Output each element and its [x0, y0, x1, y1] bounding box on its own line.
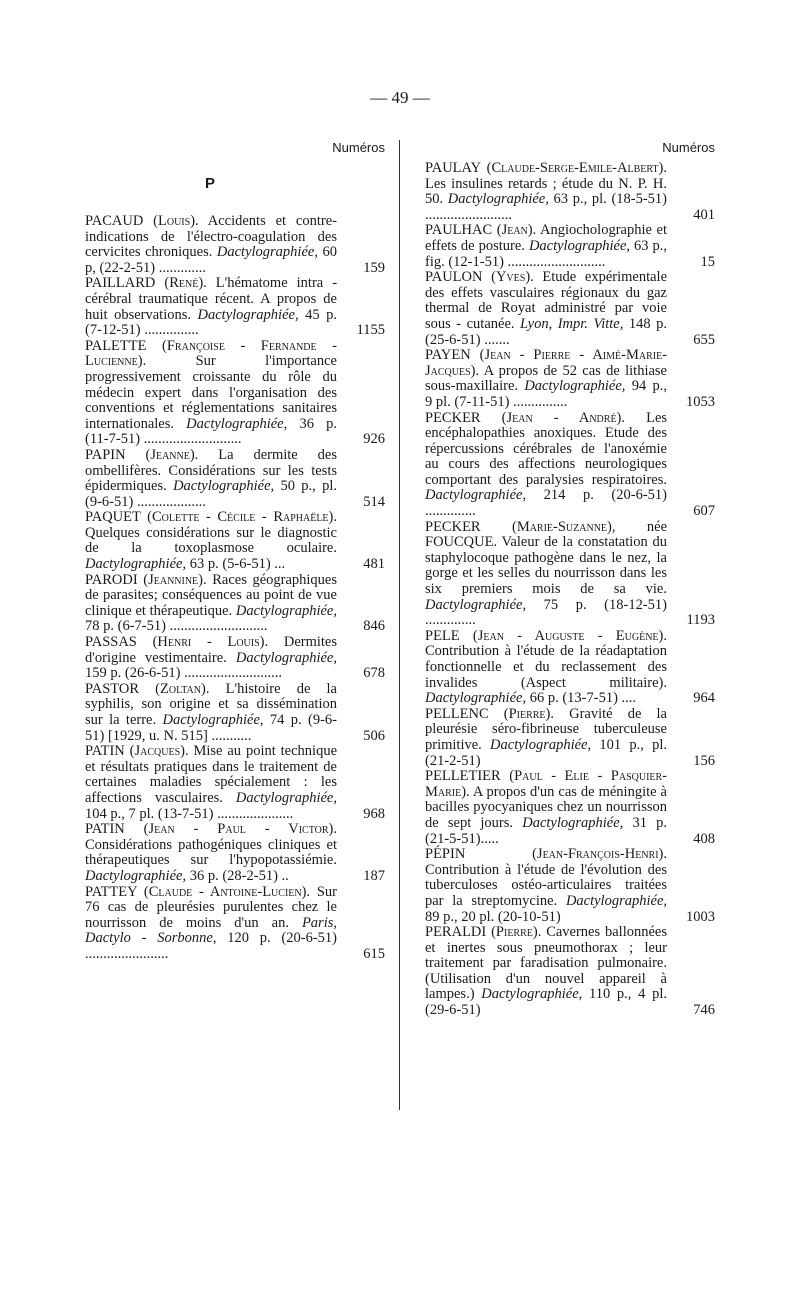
entry-details: 66 p. (13-7-51) ....: [529, 690, 637, 707]
entry-details: 63 p., fig. (12-1-51) ...........................: [425, 237, 668, 270]
entry-publisher: Paris, Dactylo - Sorbonne,: [85, 914, 337, 947]
entry-given-names: (Jeanne).: [145, 446, 199, 463]
entry-publisher: Dactylographiée,: [490, 736, 592, 753]
entry-publisher: Dactylographiée,: [216, 244, 318, 261]
bibliography-entry: [85, 510, 385, 572]
entry-given-names: (Claude-Serge-Emile-Albert).: [486, 160, 667, 176]
entry-details: 148 p. (25-6-51) .......: [425, 315, 668, 348]
entry-title: Considérations pathogéniques cliniques et thérapeutiques sur l'hypopotassiémie.: [85, 836, 337, 869]
entry-details: 63 p. (5-6-51) ...: [189, 556, 286, 573]
entry-publisher: Dactylographiée,: [425, 690, 527, 707]
entry-title: A propos de 52 cas de lithiase sous-maxillaire.: [425, 362, 667, 395]
entry-author-name: PASTOR: [85, 680, 140, 697]
entry-title: Cavernes ballonnées et inertes sous pneumothorax ; leur traitement par faradisation pulmonaire. (Utilisation d'un nouvel appareil à lampes.): [425, 924, 667, 1003]
entry-details: 110 p., 4 pl. (29-6-51): [425, 986, 667, 1019]
entry-publisher: Dactylographiée,: [522, 814, 624, 831]
entry-title: née FOUCQUE. Valeur de la constatation du staphylocoque pathogène dans le nez, la gorge et les selles du nourrisson dans les six premiers mois de sa vie.: [425, 518, 668, 598]
entry-publisher: Dactylographiée,: [447, 191, 549, 208]
entry-author-name: PELE: [425, 627, 460, 644]
entry-number: 655: [693, 331, 715, 348]
entry-details: 214 p. (20-6-51) ..............: [425, 487, 667, 520]
entry-details: 74 p. (9-6-51) [1929, u. N. 515] ...........: [85, 712, 338, 744]
bibliography-entry: [425, 270, 715, 348]
entry-publisher: Dactylographiée,: [162, 712, 264, 728]
right-column-header: Numéros: [662, 140, 715, 155]
entry-details: 36 p. (11-7-51) ...........................: [85, 415, 337, 448]
entry-author-name: PERALDI: [425, 924, 487, 941]
bibliography-entry: [85, 635, 385, 682]
entry-author-name: PAPIN: [85, 446, 126, 463]
entry-publisher: Dactylographiée,: [565, 892, 668, 909]
bibliography-entry: [425, 925, 715, 1019]
entry-given-names: (Françoise - Fernande - Lucienne).: [85, 337, 337, 370]
entry-number: 926: [363, 431, 385, 448]
entry-given-names: (Pierre).: [491, 924, 542, 941]
entry-author-name: PECKER: [425, 518, 481, 535]
bibliography-entry: [425, 411, 715, 520]
entry-details: 104 p., 7 pl. (13-7-51) .....................: [85, 805, 294, 822]
entry-number: 1155: [356, 322, 385, 339]
entry-number: 156: [693, 752, 715, 769]
entry-title: L'hématome intra - cérébral traumatique récent. A propos de huit observations.: [85, 275, 338, 323]
entry-number: 15: [700, 253, 715, 270]
bibliography-entry: [425, 348, 715, 410]
entry-details: 36 p. (28-2-51) ..: [189, 867, 289, 884]
entry-author-name: PAYEN: [425, 347, 471, 364]
entry-details: 159 p. (26-6-51) ...........................: [85, 665, 282, 682]
page-number: — 49 —: [370, 88, 430, 107]
entry-details: 45 p. (7-12-51) ...............: [85, 306, 337, 339]
entry-given-names: (Jean - André).: [501, 409, 626, 426]
entry-author-name: PALETTE: [85, 337, 147, 354]
entry-given-names: (Pierre).: [503, 705, 554, 722]
entry-author-name: PECKER: [425, 409, 481, 426]
bibliography-entry: [425, 629, 715, 707]
entry-given-names: (Jean - Auguste - Eugène).: [472, 627, 667, 644]
entry-publisher: Dactylographiée,: [85, 867, 187, 884]
entry-number: 401: [693, 206, 715, 223]
entry-author-name: PAULHAC: [425, 222, 493, 239]
column-divider: [399, 140, 400, 1110]
entry-number: 607: [693, 503, 715, 520]
entry-author-name: PACAUD: [85, 213, 144, 229]
entry-author-name: PATIN: [85, 743, 125, 760]
entry-title: L'histoire de la syphilis, son origine et sa dissémination sur la terre.: [85, 680, 337, 728]
entry-title: Races géographiques de parasites; conséquences au point de vue clinique et thérapeutique.: [85, 571, 338, 619]
entry-details: 89 p., 20 pl. (20-10-51): [425, 908, 561, 925]
entry-title: Mise au point technique et résultats pratiques dans le traitement de certaines maladies spécialement : les affections vasculaires.: [85, 743, 338, 806]
entry-title: Les encéphalopathies anoxiques. Etude des répercussions cérébrales de l'anoxémie au cours des affections neurologiques comportant des paralysies respiratoires.: [425, 409, 668, 488]
entry-publisher: Dactylographiée,: [235, 789, 337, 806]
section-letter: P: [205, 175, 216, 192]
entry-number: 481: [363, 556, 385, 573]
bibliography-entry: [85, 339, 385, 448]
bibliography-entry: [425, 769, 715, 847]
entry-title: Contribution à l'étude de la réadaptation fonctionnelle et du reclassement des invalides (Aspect militaire).: [425, 643, 667, 691]
entry-number: 746: [693, 1002, 715, 1019]
entry-given-names: (Claude - Antoine-Lucien).: [143, 883, 311, 900]
entry-number: 1003: [686, 908, 715, 925]
bibliography-entry: [85, 682, 385, 744]
entry-number: 506: [363, 727, 385, 744]
entry-publisher: Dactylographiée,: [186, 415, 288, 432]
entry-title: Sur 76 cas de pleurésies purulentes chez le nourrisson de moins d'un an.: [85, 883, 337, 931]
entry-publisher: Lyon, Impr. Vitte,: [520, 315, 624, 332]
entry-given-names: (Marie-Suzanne),: [511, 518, 616, 535]
entry-details: 50 p., pl. (9-6-51) ...................: [85, 478, 338, 510]
entry-details: 60 p, (22-2-51) .............: [85, 244, 338, 276]
entry-publisher: Dactylographiée,: [173, 478, 275, 495]
entry-publisher: Dactylographiée,: [197, 306, 299, 323]
entry-title: Quelques considérations sur le diagnostic de la toxoplasmose oculaire.: [85, 524, 337, 557]
entry-author-name: PATIN: [85, 821, 125, 838]
entry-title: Dermites d'origine vestimentaire.: [85, 634, 338, 666]
entry-author-name: PAQUET: [85, 509, 141, 526]
bibliography-entry: [85, 214, 385, 276]
entry-author-name: PAULAY: [425, 160, 481, 176]
bibliography-entry: [85, 448, 385, 510]
entry-author-name: PAILLARD: [85, 275, 156, 292]
entry-author-name: PELLENC: [425, 705, 489, 722]
entry-number: 964: [693, 690, 715, 707]
entry-author-name: PATTEY: [85, 883, 138, 900]
entry-number: 1053: [686, 393, 715, 410]
entry-publisher: Dactylographiée,: [528, 237, 631, 254]
entry-author-name: PÉPIN: [425, 846, 466, 863]
bibliography-entry: [425, 707, 715, 769]
entry-publisher: Dactylographiée,: [85, 556, 187, 573]
left-entries: [85, 214, 385, 963]
bibliography-entry: [425, 520, 715, 629]
bibliography-entry: [425, 847, 715, 925]
entry-title: Angiocholographie et effets de posture.: [425, 222, 667, 254]
bibliography-entry: [85, 276, 385, 338]
entry-number: 968: [363, 805, 385, 822]
entry-title: Gravité de la pleurésie séro-fibrineuse tuberculeuse primitive.: [425, 705, 667, 753]
entry-publisher: Dactylographiée,: [235, 649, 337, 666]
entry-number: 408: [693, 830, 715, 847]
entry-given-names: (Jacques).: [129, 743, 189, 760]
entry-title: Les insulines retards ; étude du N. P. H. 50.: [425, 175, 667, 208]
entry-details: 120 p. (20-6-51) .......................: [85, 930, 337, 962]
entry-number: 514: [363, 493, 385, 510]
entry-given-names: (Jean - Pierre - Aimé-Marie-Jacques).: [425, 347, 668, 379]
entry-details: 78 p. (6-7-51) ...........................: [85, 618, 268, 635]
right-entries: [425, 161, 715, 1019]
bibliography-entry: [85, 885, 385, 963]
entry-title: Etude expérimentale des effets vasculaires régionaux du gaz thermal de Royat administré par voie sous - cutanée.: [425, 269, 668, 332]
entry-given-names: (René).: [164, 275, 207, 292]
entry-title: Contribution à l'étude de l'évolution des tuberculoses ostéo-articulaires traitées par la streptomycine.: [425, 861, 667, 909]
entry-publisher: Dactylographiée,: [425, 487, 527, 504]
entry-given-names: (Colette - Cécile - Raphaële).: [147, 509, 337, 526]
entry-author-name: PAULON: [425, 269, 483, 286]
bibliography-entry: [85, 573, 385, 635]
entry-details: 75 p. (18-12-51) ..............: [425, 596, 667, 629]
entry-title: Sur l'importance progressivement croissante du rôle du médecin expert dans l'organisation des conventions et réglementations sanitaires internationales.: [85, 353, 337, 432]
entry-given-names: (Louis).: [153, 213, 199, 229]
entry-number: 1193: [686, 612, 715, 629]
entry-details: 101 p., pl. (21-2-51): [425, 736, 668, 769]
entry-number: 846: [363, 618, 385, 635]
entry-details: 63 p., pl. (18-5-51) ........................: [425, 191, 668, 223]
entry-details: 94 p., 9 pl. (7-11-51) ...............: [425, 378, 667, 410]
entry-details: 31 p. (21-5-51).....: [425, 814, 668, 847]
entry-publisher: Dactylographiée,: [235, 602, 337, 619]
entry-publisher: Dactylographiée,: [524, 378, 626, 395]
entry-author-name: PARODI: [85, 571, 138, 588]
entry-author-name: PASSAS: [85, 634, 137, 651]
entry-given-names: (Paul - Elie - Pasquier-Marie).: [425, 768, 668, 800]
entry-title: La dermite des ombellifères. Considérations sur les tests épidermiques.: [85, 446, 337, 495]
bibliography-entry: [85, 822, 385, 884]
entry-title: Accidents et contre-indications de l'électro-coagulation des cervicites chroniques.: [85, 213, 337, 261]
entry-given-names: (Jean-François-Henri).: [532, 846, 667, 863]
entry-number: 678: [363, 665, 385, 682]
entry-number: 159: [363, 259, 385, 276]
bibliography-entry: [425, 223, 715, 270]
bibliography-entry: [425, 161, 715, 223]
entry-given-names: (Jean - Paul - Victor).: [143, 821, 337, 838]
entry-publisher: Dactylographiée,: [425, 596, 527, 613]
entry-number: 187: [363, 867, 385, 884]
entry-number: 615: [363, 945, 385, 962]
entry-given-names: (Jean).: [496, 222, 537, 239]
left-column-header: Numéros: [332, 140, 385, 155]
entry-publisher: Dactylographiée,: [481, 986, 583, 1003]
entry-given-names: (Jeannine).: [143, 571, 207, 588]
right-column: [425, 140, 715, 1019]
bibliography-entry: [85, 744, 385, 822]
entry-given-names: (Yves).: [491, 269, 534, 286]
entry-title: A propos d'un cas de méningite à bacilles pyocyaniques chez un nourrisson de sept jours.: [425, 783, 667, 831]
entry-author-name: PELLETIER: [425, 768, 501, 785]
entry-given-names: (Henri - Louis).: [152, 634, 269, 651]
entry-given-names: (Zoltan).: [155, 680, 210, 697]
left-column: [85, 140, 385, 963]
